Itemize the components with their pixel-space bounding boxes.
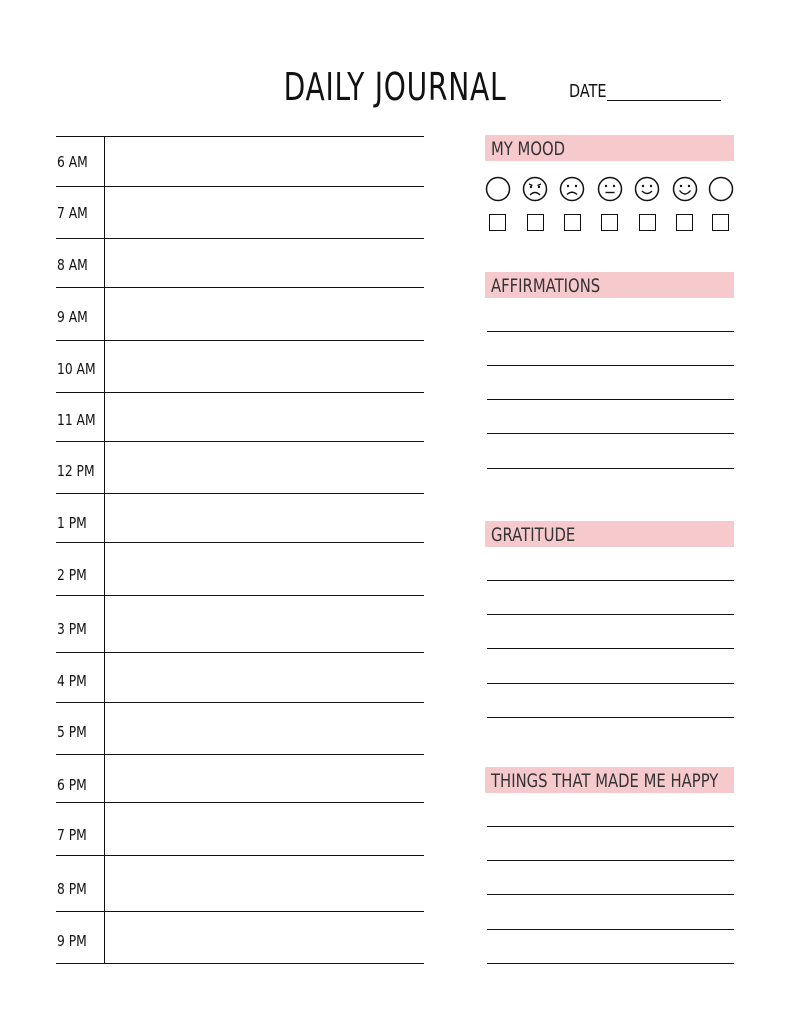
gratitude-line[interactable] <box>487 717 734 718</box>
affirmations-line[interactable] <box>487 331 734 332</box>
gratitude-line[interactable] <box>487 683 734 684</box>
date-label: DATE <box>569 81 607 102</box>
schedule-row[interactable] <box>56 136 424 187</box>
affirmations-line[interactable] <box>487 433 734 434</box>
time-label: 6 AM <box>57 153 88 171</box>
time-label: 6 PM <box>57 776 87 794</box>
time-label: 9 PM <box>57 932 87 950</box>
schedule-row[interactable] <box>56 287 424 341</box>
mood-checkbox[interactable] <box>564 214 581 231</box>
smile-face-icon[interactable] <box>634 176 660 202</box>
time-label: 4 PM <box>57 672 87 690</box>
schedule-row[interactable] <box>56 702 424 755</box>
affirmations-label: AFFIRMATIONS <box>491 275 601 297</box>
schedule-row[interactable] <box>56 911 424 964</box>
mood-checkbox[interactable] <box>601 214 618 231</box>
schedule-row[interactable] <box>56 652 424 703</box>
schedule-row[interactable] <box>56 595 424 653</box>
time-label: 5 PM <box>57 723 87 741</box>
happy-line[interactable] <box>487 826 734 827</box>
time-label: 11 AM <box>57 411 96 429</box>
schedule-row[interactable] <box>56 802 424 856</box>
schedule-row[interactable] <box>56 542 424 596</box>
affirmations-line[interactable] <box>487 399 734 400</box>
gratitude-line[interactable] <box>487 648 734 649</box>
time-label: 3 PM <box>57 620 87 638</box>
time-label: 2 PM <box>57 566 87 584</box>
time-label: 8 AM <box>57 256 88 274</box>
mood-faces <box>485 176 737 202</box>
gratitude-line[interactable] <box>487 580 734 581</box>
affirmations-header <box>485 272 734 298</box>
schedule-row[interactable] <box>56 441 424 494</box>
time-label: 12 PM <box>57 462 95 480</box>
schedule-row[interactable] <box>56 754 424 803</box>
happy-line[interactable] <box>487 963 734 964</box>
affirmations-line[interactable] <box>487 365 734 366</box>
schedule-row[interactable] <box>56 238 424 288</box>
time-label: 10 AM <box>57 360 96 378</box>
gratitude-line[interactable] <box>487 614 734 615</box>
happy-line[interactable] <box>487 860 734 861</box>
happy-line[interactable] <box>487 929 734 930</box>
time-label: 8 PM <box>57 880 87 898</box>
very-sad-face-icon[interactable] <box>522 176 548 202</box>
mood-checkbox[interactable] <box>527 214 544 231</box>
sad-face-icon[interactable] <box>559 176 585 202</box>
schedule-row[interactable] <box>56 186 424 239</box>
mood-checkbox[interactable] <box>639 214 656 231</box>
mood-checkbox[interactable] <box>712 214 729 231</box>
schedule-bottom-line <box>56 963 424 964</box>
mood-header <box>485 135 734 161</box>
mood-checkbox[interactable] <box>489 214 506 231</box>
schedule-row[interactable] <box>56 493 424 543</box>
gratitude-label: GRATITUDE <box>491 524 576 546</box>
time-label: 1 PM <box>57 514 87 532</box>
happy-label: THINGS THAT MADE ME HAPPY <box>491 770 719 792</box>
time-label: 7 AM <box>57 204 88 222</box>
blank-circle-icon[interactable] <box>708 176 734 202</box>
happy-header <box>485 767 734 793</box>
happy-face-icon[interactable] <box>672 176 698 202</box>
time-label: 9 AM <box>57 308 88 326</box>
schedule-row[interactable] <box>56 340 424 393</box>
time-label: 7 PM <box>57 826 87 844</box>
neutral-face-icon[interactable] <box>597 176 623 202</box>
gratitude-header <box>485 521 734 547</box>
affirmations-line[interactable] <box>487 468 734 469</box>
date-field[interactable] <box>607 100 721 101</box>
hourly-schedule <box>56 136 424 964</box>
schedule-row[interactable] <box>56 855 424 912</box>
mood-checkbox[interactable] <box>676 214 693 231</box>
happy-line[interactable] <box>487 894 734 895</box>
mood-label: MY MOOD <box>491 138 566 160</box>
schedule-row[interactable] <box>56 392 424 442</box>
page-title: DAILY JOURNAL <box>283 65 507 109</box>
blank-circle-icon[interactable] <box>485 176 511 202</box>
